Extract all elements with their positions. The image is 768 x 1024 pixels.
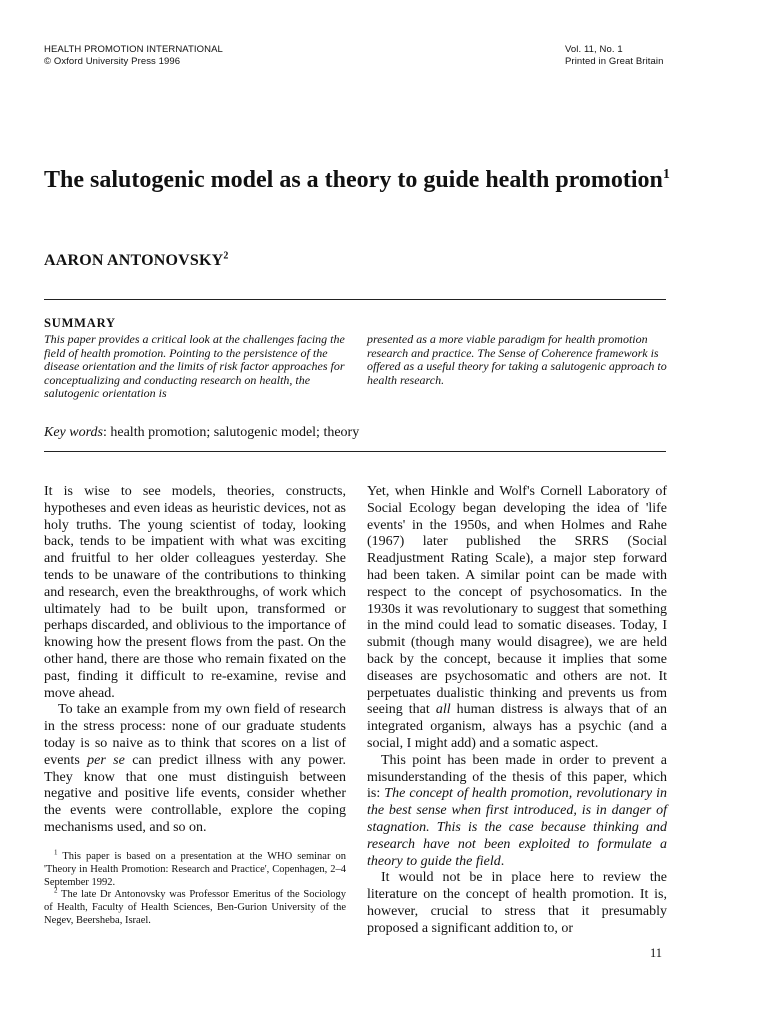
author-name-text: AARON ANTONOVSKY: [44, 252, 224, 269]
abstract-right-column: presented as a more viable paradigm for health promotion research and practice. The Sense of Coherence framework is offered as a useful theory for taking a salutogenic approach to health research.: [367, 332, 667, 387]
body-paragraph: [367, 753, 667, 871]
body-text: Yet, when Hinkle and Wolf's Cornell Laboratory of Social Ecology began developing the idea of 'life events' in the 1950s, and when Holmes and Rahe (1967) later published the SRRS (Social Readjustment Rating Scale), a major step forward had been taken. A similar point can be made with respect to the concept of psychosomatics. In the 1930s it was revolutionary to suggest that something in the mind could lead to somatic diseases. Today, I submit (though many would disagree), we are held back by the concept, because it implies that some diseases are psychosomatic and others are not. It perpetuates dualistic thinking and prevents us from seeing that: [367, 484, 667, 718]
title-footnote-marker: 1: [662, 167, 670, 182]
body-paragraph: [367, 484, 667, 753]
footnote-marker: 2: [54, 886, 58, 895]
bottom-divider: [44, 451, 666, 452]
footnote-1: [44, 848, 346, 889]
body-text: can predict illness with any power. They know that one must distinguish between negative and positive life events, consider whether the events were controllable, explore the coping mechanisms used, and so on.: [44, 752, 346, 835]
running-header-left: [44, 44, 223, 68]
body-text: .: [500, 853, 505, 869]
body-right-column: [367, 484, 667, 938]
body-paragraph: It would not be in place here to review the literature on the concept of health promotion. It is, however, crucial to stress that it presumably proposed a significant addition to, or: [367, 870, 667, 936]
journal-name: HEALTH PROMOTION INTERNATIONAL: [44, 44, 223, 55]
article-title: [44, 163, 684, 197]
article-title-text: The salutogenic model as a theory to guide health promotion: [44, 167, 663, 193]
body-text: This point has been made in order to prevent a misunderstanding of the thesis of this paper, which is:: [367, 752, 667, 802]
author-name: [44, 251, 229, 271]
body-emphasis: all: [435, 702, 451, 718]
body-text: human distress is always that of an integrated organism, always has a psychic (and a social, I might add) and a somatic aspect.: [367, 702, 668, 751]
footnote-marker: 1: [54, 848, 58, 857]
running-header-right: [565, 44, 664, 68]
page-number: 11: [650, 946, 663, 960]
keywords-line: [44, 424, 359, 442]
footnotes: [44, 848, 346, 928]
keywords-text: : health promotion; salutogenic model; theory: [102, 425, 360, 440]
body-text: To take an example from my own field of research in the stress process: none of our graduate students today is so naive as to think that scores on a list of events: [44, 702, 346, 768]
printed-in: Printed in Great Britain: [565, 56, 664, 67]
footnote-2: [44, 886, 346, 927]
body-left-column: [44, 484, 346, 837]
footnote-text: This paper is based on a presentation at the WHO seminar on 'Theory in Health Promotion: Research and Practice', Copenhagen, 2–4 September 1992.: [44, 851, 346, 888]
volume-issue: Vol. 11, No. 1: [565, 44, 623, 55]
body-emphasis: The concept of health promotion, revolutionary in the best sense when first introduced, is in danger of stagnation. This is the case because thinking and research have not been exploited to formulate a theory to guide the field: [367, 786, 667, 869]
summary-heading: SUMMARY: [44, 316, 116, 330]
author-footnote-marker: 2: [223, 250, 229, 262]
keywords-label: Key words: [44, 425, 103, 440]
body-paragraph: [44, 702, 346, 836]
abstract-left-column: This paper provides a critical look at the challenges facing the field of health promotion. Pointing to the persistence of the disease orientation and the limits of risk factor approaches for conceptualizing and conducting research on health, the salutogenic orientation is: [44, 332, 345, 401]
body-emphasis: per se: [87, 752, 125, 768]
body-paragraph: It is wise to see models, theories, constructs, hypotheses and even ideas as heuristic devices, not as holy truths. The young scientist of today, looking back, tends to be impatient with what was exciting and fruitful to her older colleagues yesterday. She tends to be unaware of the contributions to thinking and research, even the breakthroughs, of work which ultimately had to be built upon, transformed or perhaps discarded, and oblivious to the importance of knowing how the present flows from the past. On the other hand, there are those who remain fixated on the past, finding it difficult to re-examine, revise and move ahead.: [44, 484, 346, 701]
footnote-text: The late Dr Antonovsky was Professor Emeritus of the Sociology of Health, Faculty of Health Sciences, Ben-Gurion University of the Negev, Beersheba, Israel.: [44, 889, 346, 926]
top-divider: [44, 299, 666, 300]
copyright-line: © Oxford University Press 1996: [44, 56, 181, 67]
